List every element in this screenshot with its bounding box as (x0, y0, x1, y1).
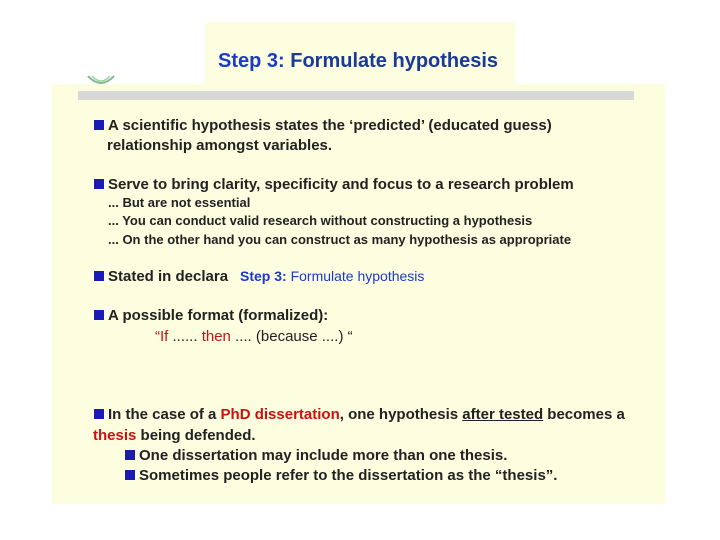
bullet-marker (94, 271, 104, 281)
university-logo-icon (86, 72, 116, 88)
bullet-5-continued: thesis being defended. (93, 427, 256, 444)
title-text: Formulate hypothesis (284, 50, 499, 72)
bullet-2-sub-2: ... You can conduct valid research without constructing a hypothesis (108, 213, 533, 228)
bullet-1-continued: relationship amongst variables. (107, 137, 333, 154)
bullet-marker (125, 470, 135, 480)
bullet-5-sub-2: Sometimes people refer to the dissertation as the “thesis”. (125, 467, 557, 484)
title-step: Step 3: (218, 50, 285, 72)
bullet-5: In the case of a PhD dissertation, one hypothesis after tested becomes a (94, 406, 625, 423)
format-template: “If ...... then .... (because ....) “ (155, 328, 353, 345)
bullet-marker (94, 409, 104, 419)
bullet-2-sub-3: ... On the other hand you can construct as many hypothesis as appropriate (108, 232, 572, 247)
bullet-1: A scientific hypothesis states the ‘predicted’ (educated guess) (94, 117, 552, 134)
bullet-marker (94, 120, 104, 130)
bullet-4: A possible format (formalized): (94, 307, 328, 324)
bullet-3: Stated in declara (94, 268, 228, 285)
bullet-marker (94, 179, 104, 189)
bullet-marker (125, 450, 135, 460)
title-overlay-artifact: Step 3: Formulate hypothesis (240, 268, 425, 284)
bullet-2: Serve to bring clarity, specificity and focus to a research problem (94, 176, 574, 193)
bullet-5-sub-1: One dissertation may include more than one thesis. (125, 447, 507, 464)
title-divider (78, 91, 634, 100)
slide-title (218, 50, 498, 73)
bullet-2-sub-1: ... But are not essential (108, 195, 251, 210)
bullet-marker (94, 310, 104, 320)
